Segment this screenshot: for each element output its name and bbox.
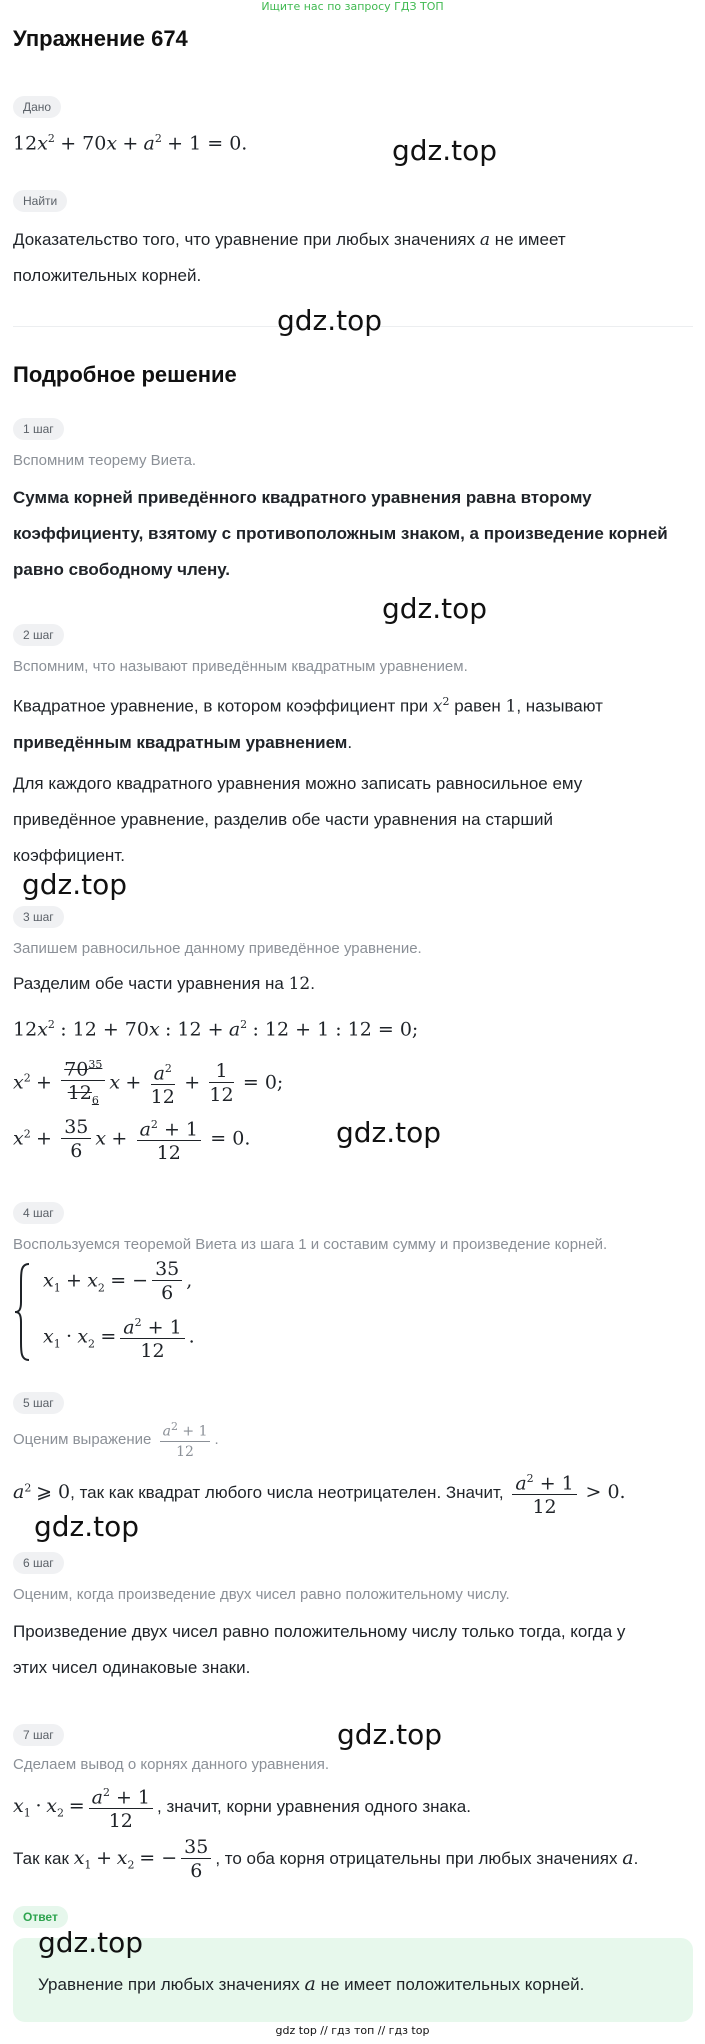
- step-chip: 1 шаг: [13, 418, 64, 440]
- watermark: gdz.top: [336, 1116, 442, 1149]
- find-text: Доказательство того, что уравнение при любых значениях a не имеет положительных корней.: [13, 230, 566, 285]
- watermark: gdz.top: [337, 1718, 443, 1751]
- step-hint: Воспользуемся теоремой Виета из шага 1 и составим сумму и произведение корней.: [13, 1236, 608, 1253]
- watermark: gdz.top: [34, 1510, 140, 1543]
- step3-eq2: $x^2$ + $\frac{70^{35}}{12_6}$ x + $\frac{a^2}{12}$ + $\frac{1}{12}$ = 0;: [13, 1054, 283, 1113]
- page-title: Упражнение 674: [13, 26, 188, 51]
- step-chip: 6 шаг: [13, 1552, 64, 1574]
- step-hint: Вспомним, что называют приведённым квадратным уравнением.: [13, 658, 468, 675]
- step-chip: 5 шаг: [13, 1392, 64, 1414]
- step-hint: Вспомним теорему Виета.: [13, 452, 197, 469]
- step-chip: 4 шаг: [13, 1202, 64, 1224]
- step-chip: 3 шаг: [13, 906, 64, 928]
- watermark: gdz.top: [22, 868, 128, 901]
- step-hint: Оценим выражение $\frac{a^2 + 1}{12}$ .: [13, 1420, 219, 1460]
- watermark: gdz.top: [392, 134, 498, 167]
- step2-paragraph: Для каждого квадратного уравнения можно записать равносильное ему приведённое уравнение, разделив обе части уравнения на старший коэффициент.: [13, 774, 583, 865]
- watermark: gdz.top: [277, 304, 383, 337]
- step7-line2: Так как $x_1 + x_2$ = − $\frac{35}{6}$ , то оба корня отрицательны при любых значениях a.: [13, 1836, 639, 1882]
- step-chip: 2 шаг: [13, 624, 64, 646]
- step5-estimate: $a^2$ ⩾ 0, так как квадрат любого числа неотрицателен. Значит, $\frac{a^2 + 1}{12}$ > 0.: [13, 1468, 626, 1519]
- step3-text: Разделим обе части уравнения на 12.: [13, 974, 315, 994]
- solution-title: Подробное решение: [13, 362, 237, 387]
- footer: gdz top // гдз топ // гдз top: [275, 2024, 430, 2037]
- given-equation: $12x^2 + 70x + a^2 + 1 = 0$.: [13, 132, 248, 155]
- vieta-statement: Сумма корней приведённого квадратного уравнения равна второму коэффициенту, взятому с противоположным знаком, а произведение корней равно свободному члену.: [13, 488, 668, 579]
- step-hint: Запишем равносильное данному приведённое уравнение.: [13, 940, 422, 957]
- step-hint: Оценим, когда произведение двух чисел равно положительному числу.: [13, 1586, 510, 1603]
- step3-eq3: $x^2$ + $\frac{35}{6}$ x + $\frac{a^2 + 1}{12}$ = 0.: [13, 1114, 250, 1165]
- given-chip: Дано: [13, 96, 61, 118]
- step6-text: Произведение двух чисел равно положительному числу только тогда, когда у этих чисел одинаковые знаки.: [13, 1622, 626, 1677]
- top-hint: Ищите нас по запросу ГДЗ ТОП: [261, 0, 444, 13]
- answer-text: Уравнение при любых значениях a не имеет положительных корней.: [38, 1973, 585, 1995]
- step-hint: Сделаем вывод о корнях данного уравнения.: [13, 1756, 330, 1773]
- step2-definition: Квадратное уравнение, в котором коэффициент при $x^2$ равен 1, называют приведённым квадратным уравнением.: [13, 695, 603, 752]
- step7-line1: $x_1 \cdot x_2$ = $\frac{a^2 + 1}{12}$ , значит, корни уравнения одного знака.: [13, 1782, 471, 1833]
- vieta-system: $x_1 + x_2$ = − $\frac{35}{6}$ , $x_1 \cdot x_2$ = $\frac{a^2 + 1}{12}$ .: [13, 1258, 313, 1368]
- watermark: gdz.top: [38, 1926, 144, 1959]
- step3-eq1: $12x^2$ : 12 + 70x : $12 + a^2$ : 12 + 1 : 12 = 0;: [13, 1018, 419, 1041]
- step-chip: 7 шаг: [13, 1724, 64, 1746]
- find-chip: Найти: [13, 190, 67, 212]
- answer-chip: Ответ: [13, 1906, 68, 1928]
- watermark: gdz.top: [382, 592, 488, 625]
- brace-icon: [13, 1262, 33, 1362]
